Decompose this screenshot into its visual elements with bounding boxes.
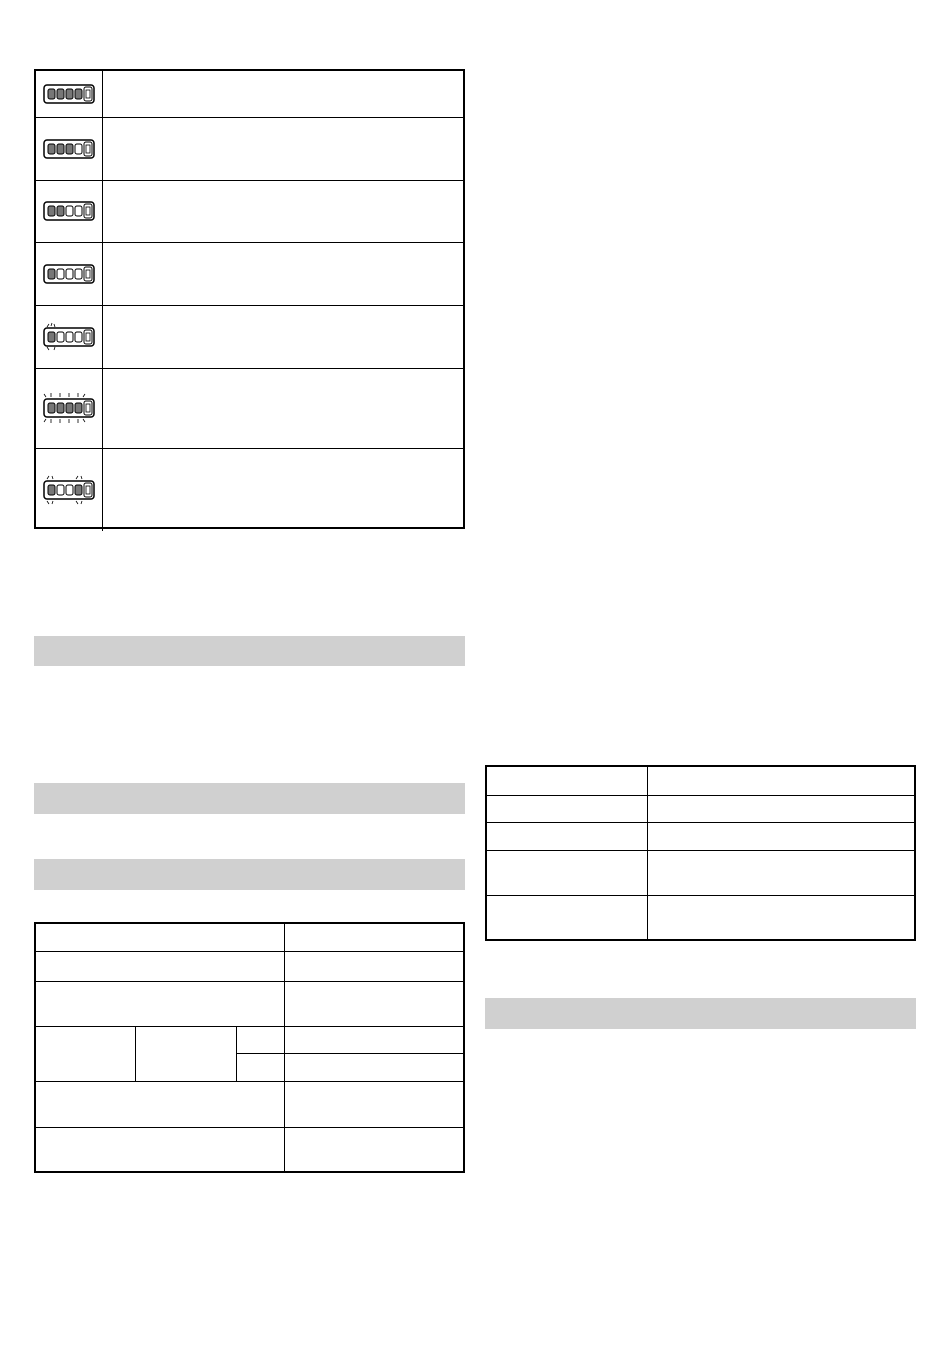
table-cell	[284, 981, 464, 1026]
section-heading	[34, 859, 465, 890]
table-cell	[237, 1026, 284, 1053]
table-row	[35, 1127, 464, 1172]
table-cell	[284, 923, 464, 951]
table-row	[486, 850, 915, 895]
table-cell	[284, 1053, 464, 1081]
table-row	[35, 1026, 464, 1053]
battery-all-bars-blinking-icon	[36, 368, 103, 448]
table-row	[35, 923, 464, 951]
battery-row	[36, 368, 463, 449]
battery-row-description	[103, 117, 463, 180]
table-row	[35, 951, 464, 981]
battery-4-bars-icon	[36, 71, 103, 117]
battery-row	[36, 305, 463, 369]
table-row	[486, 766, 915, 795]
table-cell	[35, 981, 284, 1026]
table-cell	[486, 850, 648, 895]
battery-row	[36, 448, 463, 531]
battery-1-bar-blinking-icon	[36, 305, 103, 368]
table-row	[35, 981, 464, 1026]
battery-3-bars-icon	[36, 117, 103, 180]
table-cell	[648, 766, 915, 795]
battery-row	[36, 242, 463, 306]
table-cell	[486, 766, 648, 795]
battery-row-description	[103, 242, 463, 305]
table-cell	[486, 822, 648, 850]
table-cell	[486, 895, 648, 940]
table-cell	[35, 1127, 284, 1172]
spec-table	[34, 922, 465, 1173]
table-cell	[35, 1081, 284, 1127]
table-cell	[284, 951, 464, 981]
table-row	[35, 1081, 464, 1127]
table-cell	[648, 822, 915, 850]
table-cell	[284, 1081, 464, 1127]
table-cell	[35, 923, 284, 951]
battery-row-description	[103, 305, 463, 368]
table-cell	[35, 951, 284, 981]
table-cell	[648, 895, 915, 940]
battery-row	[36, 71, 463, 118]
battery-indicator-table	[34, 69, 465, 529]
battery-row-description	[103, 368, 463, 448]
section-heading	[34, 636, 465, 666]
spec-table	[485, 765, 916, 941]
battery-row	[36, 180, 463, 243]
battery-alternating-blink-icon	[36, 448, 103, 531]
battery-row-description	[103, 448, 463, 531]
battery-row-description	[103, 180, 463, 242]
table-cell	[486, 795, 648, 822]
battery-2-bars-icon	[36, 180, 103, 242]
table-cell	[135, 1026, 236, 1081]
table-cell	[648, 795, 915, 822]
table-row	[486, 795, 915, 822]
battery-1-bar-icon	[36, 242, 103, 305]
table-row	[486, 822, 915, 850]
section-heading	[34, 783, 465, 814]
table-cell	[284, 1026, 464, 1053]
table-cell	[284, 1127, 464, 1172]
section-heading	[485, 998, 916, 1029]
battery-row-description	[103, 71, 463, 117]
battery-row	[36, 117, 463, 181]
table-row	[486, 895, 915, 940]
table-cell	[237, 1053, 284, 1081]
table-cell	[35, 1026, 135, 1081]
table-cell	[648, 850, 915, 895]
